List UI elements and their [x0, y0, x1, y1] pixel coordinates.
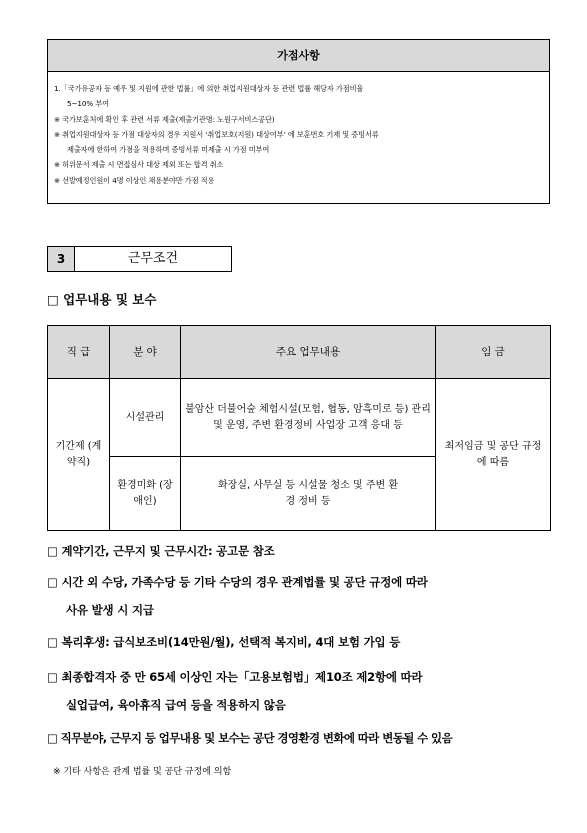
bonus-points-list	[48, 72, 549, 188]
wage-cell: 최저임금 및 공단 규정에 따름	[436, 379, 551, 531]
section-number: 3	[48, 247, 75, 271]
bonus-points-box	[47, 39, 550, 204]
job-table	[47, 325, 551, 531]
bullet-line: □ 최종합격자 중 만 65세 이상인 자는「고용보험법」제10조 제2항에 따라	[47, 670, 423, 684]
footnote: ※ 기타 사항은 관계 법률 및 공단 규정에 의함	[53, 767, 232, 777]
bonus-line: 제출자에 한하여 가점을 적용하며 증빙서류 미제출 시 가점 미부여	[67, 145, 270, 155]
header-rank: 직 급	[48, 326, 110, 379]
subheading: □ 업무내용 및 보수	[47, 292, 157, 307]
bullet-contract	[47, 540, 275, 562]
bonus-line: ※ 선발예정인원이 4명 이상인 채용분야만 가점 적용	[54, 175, 215, 185]
bonus-line: 5~10% 부여	[67, 99, 109, 109]
table-header-row	[48, 326, 551, 379]
header-duties: 주요 업무내용	[181, 326, 436, 379]
bonus-line: ※ 허위문서 제출 시 면접심사 대상 제외 또는 합격 취소	[54, 160, 224, 170]
bullet-allowance	[47, 571, 428, 621]
bonus-line: ※ 국가보훈처에 확인 후 관련 서류 제출(제출기관명: 노원구서비스공단)	[54, 114, 275, 124]
bullet-line: □ 복리후생: 급식보조비(14만원/월), 선택적 복지비, 4대 보험 가입 등	[47, 635, 401, 649]
bullet-line: □ 직무분야, 근무지 등 업무내용 및 보수는 공단 경영환경 변화에 따라 변동될 수 있음	[47, 731, 453, 745]
bullet-line: □ 시간 외 수당, 가족수당 등 기타 수당의 경우 관계법률 및 공단 규정에 따라	[47, 575, 428, 589]
bullet-change	[47, 727, 452, 749]
section-heading	[47, 246, 232, 272]
bonus-points-title: 가점사항	[48, 40, 549, 72]
rank-cell: 기간제 (계약직)	[48, 379, 110, 531]
bullet-line: 실업급여, 육아휴직 급여 등을 적용하지 않음	[66, 698, 286, 712]
field-cell: 시설관리	[110, 379, 181, 457]
bonus-line: 1.「국가유공자 등 예우 및 지원에 관한 법률」에 의한 취업지원대상자 등 관련 법률 해당자 가점비율	[54, 84, 364, 93]
field-cell: 환경미화 (장애인)	[110, 457, 181, 531]
duties-cell: 화장실, 사무실 등 시설물 청소 및 주변 환경 정비 등	[181, 457, 436, 531]
bullet-age	[47, 666, 422, 716]
bullet-welfare	[47, 631, 400, 653]
bonus-line: ※ 취업지원대상자 등 가점 대상자의 경우 지원서 ‘취업보호(지원) 대상여부’ 에 보훈번호 기재 및 증빙서류	[54, 129, 379, 139]
header-wage: 임 금	[436, 326, 551, 379]
bullet-line: 사유 발생 시 지급	[66, 603, 154, 617]
duties-cell: 불암산 더불어숲 체험시설(모험, 협동, 암흑미로 등) 관리 및 운영, 주변 환경정비 사업장 고객 응대 등	[181, 379, 436, 457]
header-field: 분 야	[110, 326, 181, 379]
bullet-line: □ 계약기간, 근무지 및 근무시간: 공고문 참조	[47, 544, 275, 558]
section-title: 근무조건	[127, 251, 179, 266]
table-row	[48, 379, 551, 457]
